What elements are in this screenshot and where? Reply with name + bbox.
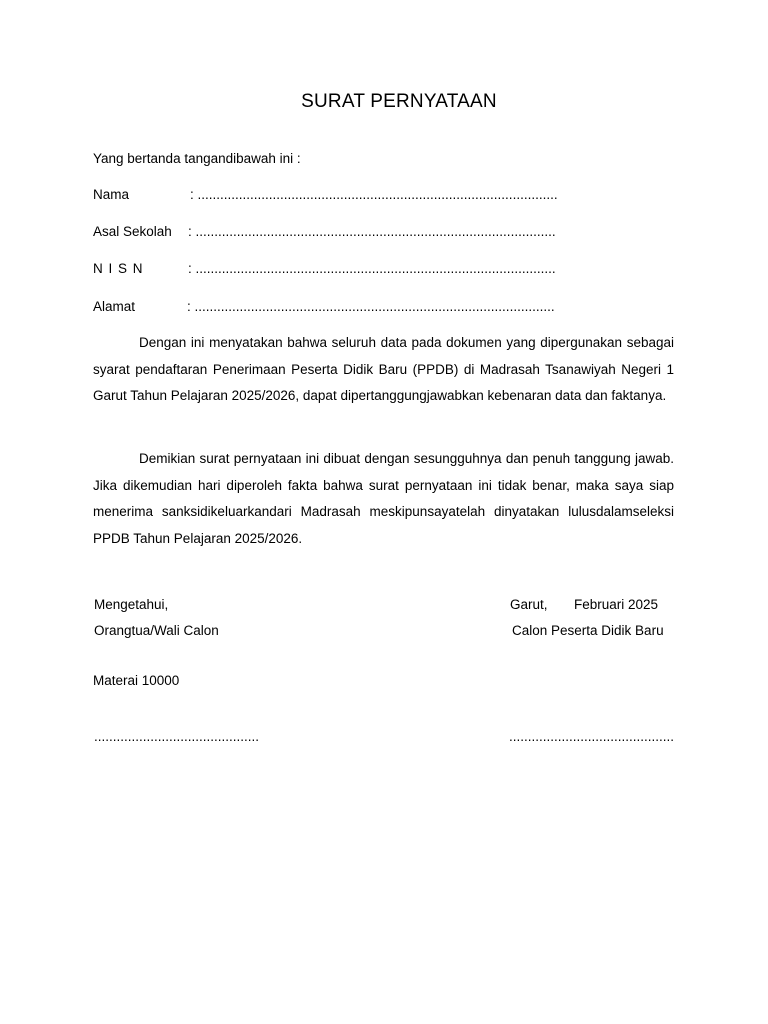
- field-nisn: [93, 261, 556, 276]
- signature-place: Garut,: [510, 597, 548, 612]
- statement-paragraph: Dengan ini menyatakan bahwa seluruh data pada dokumen yang dipergunakan sebagai syarat pendaftaran Penerimaan Peserta Didik Baru (PPDB) di Madrasah Tsanawiyah Negeri 1 Garut Tahun Pelajaran 2025/2026, dapat dipertanggungjawabkan kebenaran data dan faktanya.: [93, 335, 674, 403]
- field-label-alamat: Alamat: [93, 299, 136, 314]
- field-alamat: [93, 299, 555, 314]
- field-value-alamat: : ................................................................................................: [187, 299, 555, 314]
- field-label-nisn: N I S N: [93, 261, 144, 276]
- stamp-note: Materai 10000: [93, 673, 180, 688]
- field-value-nama: : ................................................................................................: [190, 187, 558, 202]
- signature-left-line: ............................................: [94, 729, 260, 744]
- field-label-nama: Nama: [93, 187, 130, 202]
- field-label-asal-sekolah: Asal Sekolah: [93, 224, 172, 239]
- signature-right-line: ............................................: [509, 729, 675, 744]
- document-title: SURAT PERNYATAAN: [301, 91, 497, 112]
- closing-paragraph: Demikian surat pernyataan ini dibuat dengan sesungguhnya dan penuh tanggung jawab. Jika dikemudian hari diperoleh fakta bahwa surat pernyataan ini tidak benar, maka saya siap menerima sanksidikeluarkandari Madrasah meskipunsayatelah dinyatakan lulusdalamseleksi PPDB Tahun Pelajaran 2025/2026.: [93, 451, 674, 546]
- field-value-nisn: : ................................................................................................: [188, 261, 556, 276]
- field-asal-sekolah: [93, 224, 556, 239]
- field-nama: [93, 187, 558, 202]
- intro-text: Yang bertanda tangandibawah ini :: [93, 151, 301, 166]
- signature-right-role: Calon Peserta Didik Baru: [512, 623, 664, 638]
- signature-left-heading: Mengetahui,: [94, 597, 169, 612]
- signature-date: Februari 2025: [574, 597, 659, 612]
- signature-left-role: Orangtua/Wali Calon: [94, 623, 219, 638]
- field-value-asal-sekolah: : ................................................................................................: [188, 224, 556, 239]
